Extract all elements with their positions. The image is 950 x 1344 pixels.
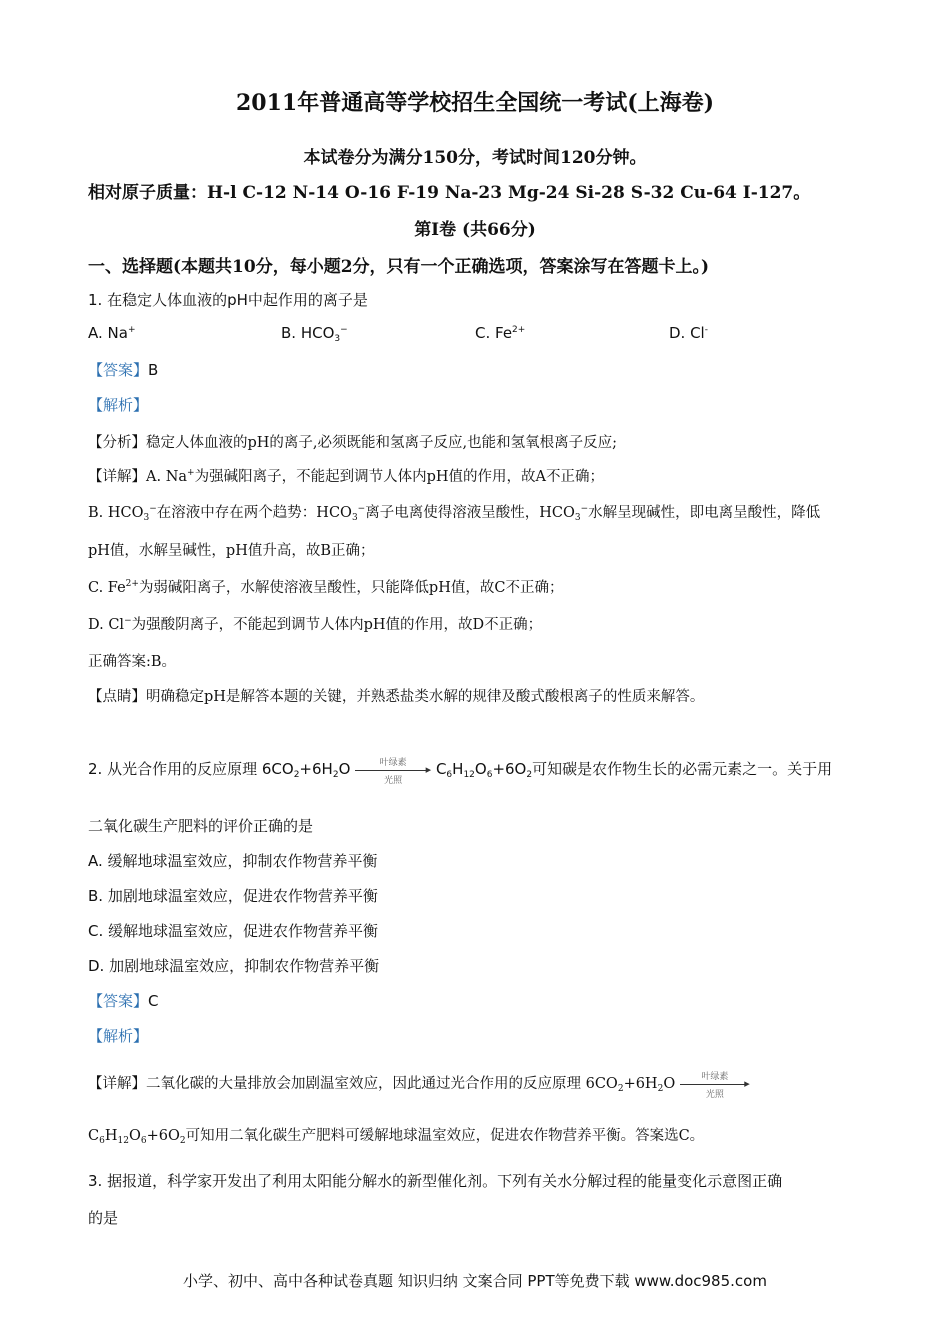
q2-analysis-label: 【解析】 bbox=[88, 1027, 149, 1045]
q2-option-c: C. 缓解地球温室效应，促进农作物营养平衡 bbox=[88, 922, 379, 940]
q2-answer: 【答案】C bbox=[88, 992, 159, 1010]
q2-detail-line-1: 【详解】二氧化碳的大量排放会加剧温室效应，因此通过光合作用的反应原理 $6CO_2+6H_2O$ 叶绿素 ▸ 光照 bbox=[88, 1072, 750, 1100]
q1-analysis-line-3: B. $HCO_3^-$在溶液中存在两个趋势：$HCO_3^-$离子电离使得溶液呈酸性，$HCO_3^-$水解呈现碱性，即电离呈酸性，降低 bbox=[88, 504, 821, 523]
q1-analysis-line-2: 【详解】A. Na+为强碱阳离子，不能起到调节人体内pH值的作用，故A不正确； bbox=[88, 468, 604, 485]
page-footer: 小学、初中、高中各种试卷真题 知识归纳 文案合同 PPT等免费下载 www.doc985.com bbox=[183, 1272, 767, 1290]
q2-stem-line-2: 二氧化碳生产肥料的评价正确的是 bbox=[88, 817, 314, 835]
q1-analysis-line-6: D. Cl−为强酸阴离子，不能起到调节人体内pH值的作用，故D不正确； bbox=[88, 616, 543, 633]
q1-analysis-line-5: C. $Fe^{2+}$为弱碱阳离子，水解使溶液呈酸性，只能降低pH值，故C不正确； bbox=[88, 579, 564, 596]
q1-analysis-line-8: 【点睛】明确稳定pH是解答本题的关键，并熟悉盐类水解的规律及酸式酸根离子的性质来解答。 bbox=[88, 689, 705, 705]
q1-stem: 1. 在稳定人体血液的pH中起作用的离子是 bbox=[88, 291, 368, 309]
q1-analysis-line-1: 【分析】稳定人体血液的pH的离子,必须既能和氢离子反应,也能和氢氧根离子反应; bbox=[88, 435, 618, 451]
q1-option-b: B. $HCO_3^-$ bbox=[281, 324, 348, 344]
atomic-masses: 相对原子质量：H-l C-12 N-14 O-16 F-19 Na-23 Mg-24 Si-28 S-32 Cu-64 I-127。 bbox=[88, 183, 811, 203]
answer-label: 【答案】 bbox=[88, 361, 149, 379]
q1-analysis-label: 【解析】 bbox=[88, 396, 149, 414]
q2-option-d: D. 加剧地球温室效应，抑制农作物营养平衡 bbox=[88, 957, 380, 975]
q2-option-b: B. 加剧地球温室效应，促进农作物营养平衡 bbox=[88, 887, 378, 905]
q2-option-a: A. 缓解地球温室效应，抑制农作物营养平衡 bbox=[88, 852, 378, 870]
q1-option-a: A. Na+ bbox=[88, 324, 136, 342]
reaction-arrow: 叶绿素 ▸ 光照 bbox=[355, 761, 431, 779]
q1-answer: 【答案】B bbox=[88, 361, 159, 379]
exam-info: 本试卷分为满分150分，考试时间120分钟。 bbox=[303, 148, 647, 168]
volume-header: 第Ⅰ卷 (共66分) bbox=[414, 220, 536, 240]
reaction-arrow: 叶绿素 ▸ 光照 bbox=[680, 1075, 750, 1093]
q2-detail-line-2: $C_6H_{12}O_6+6O_2$可知用二氧化碳生产肥料可缓解地球温室效应，促进农作物营养平衡。答案选C。 bbox=[88, 1128, 705, 1146]
q3-stem-line-2: 的是 bbox=[88, 1209, 119, 1227]
section-heading: 一、选择题(本题共10分，每小题2分，只有一个正确选项，答案涂写在答题卡上。) bbox=[88, 257, 710, 277]
q2-stem-line-1: 2. 从光合作用的反应原理 $6CO_2+6H_2O$ 叶绿素 ▸ 光照 $C_6H_{12}O_6+6O_2$可知碳是农作物生长的必需元素之一。关于用 bbox=[88, 757, 833, 786]
q1-analysis-line-4: pH值，水解呈碱性，pH值升高，故B正确； bbox=[88, 543, 375, 559]
exam-title: 2011年普通高等学校招生全国统一考试(上海卷) bbox=[235, 90, 715, 116]
q1-analysis-line-7: 正确答案:B。 bbox=[88, 654, 177, 670]
q3-stem-line-1: 3. 据报道，科学家开发出了利用太阳能分解水的新型催化剂。下列有关水分解过程的能量变化示意图正确 bbox=[88, 1172, 783, 1190]
answer-label: 【答案】 bbox=[88, 992, 149, 1010]
q1-option-c: C. $Fe^{2+}$ bbox=[475, 324, 526, 342]
q1-option-d: D. Cl- bbox=[669, 324, 708, 342]
